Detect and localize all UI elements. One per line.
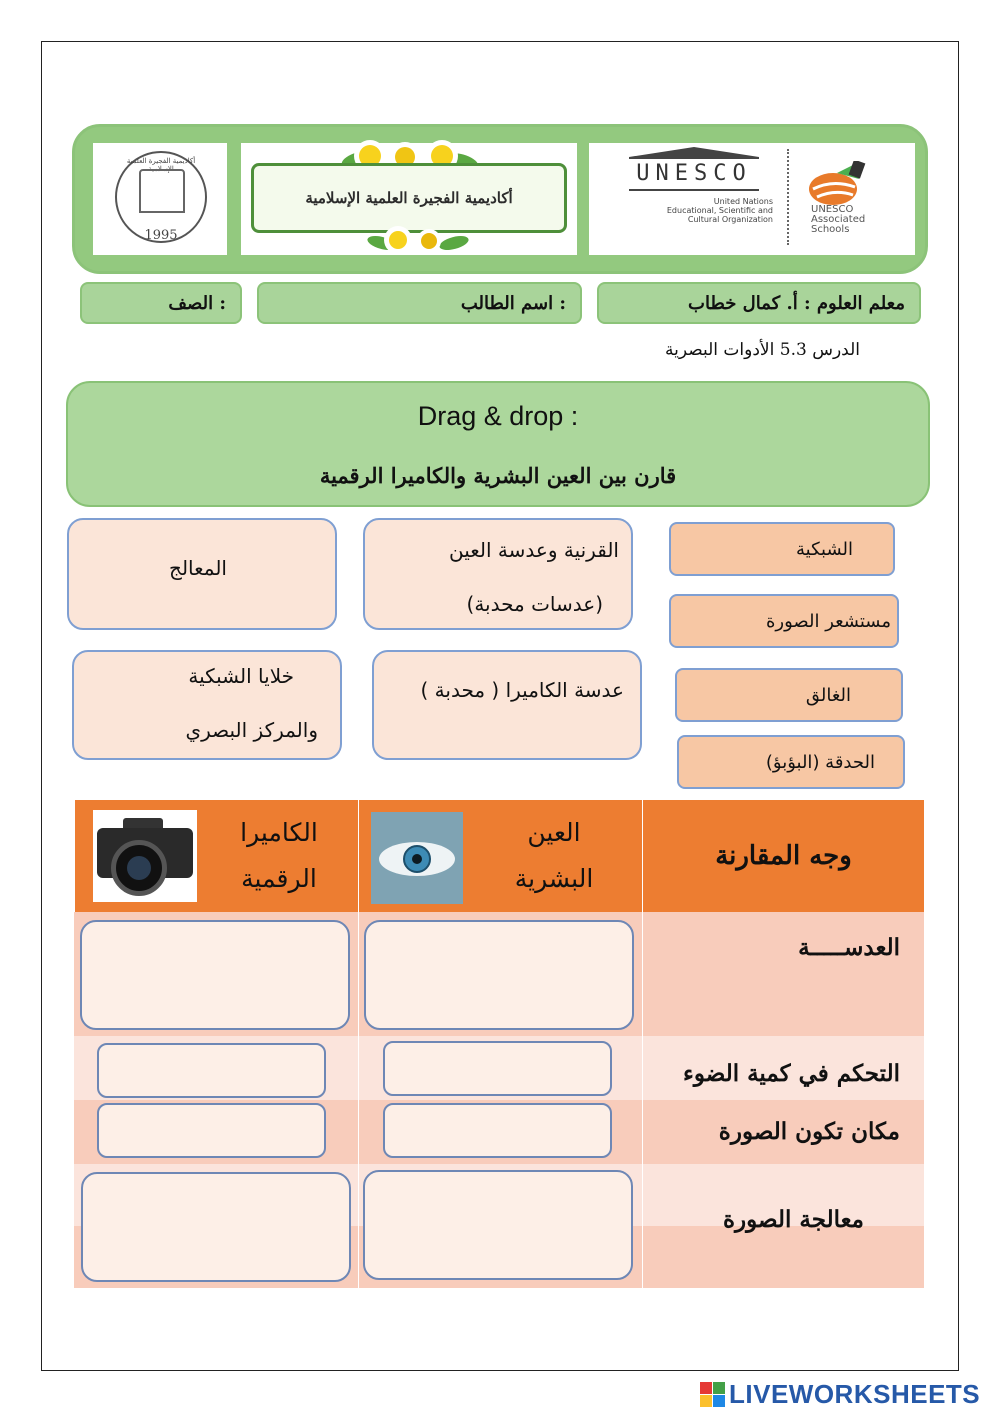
eye-header-label: العين البشرية — [514, 818, 594, 893]
word-card-shutter[interactable] — [675, 668, 903, 722]
aspect-header-label: وجه المقارنة — [715, 841, 852, 871]
row-label-image-location: مكان تكون الصورة — [718, 1118, 900, 1145]
drag-item-text: (عدسات محدبة) — [466, 592, 603, 616]
seal-year: 1995 — [144, 228, 178, 243]
leaf-icon — [438, 233, 470, 252]
student-name-label: اسم الطالب : — [460, 292, 566, 314]
temple-roof-icon — [629, 147, 759, 157]
instruction-box — [66, 381, 930, 507]
drop-slot-eye-processing[interactable] — [363, 1170, 633, 1280]
camera-icon — [93, 810, 197, 902]
mosque-icon — [139, 169, 185, 213]
brand-square — [700, 1395, 712, 1407]
row-label-lens: العدســـــة — [798, 934, 900, 961]
brand-square — [700, 1382, 712, 1394]
teacher-label: معلم العلوم : أ. كمال خطاب — [688, 292, 905, 314]
liveworksheets-logo — [700, 1380, 996, 1408]
word-card-text: مستشعر الصورة — [765, 610, 891, 632]
eye-icon — [371, 812, 463, 904]
unesco-schools-icon — [807, 161, 869, 207]
instruction-text: قارن بين العين البشرية والكاميرا الرقمية — [319, 463, 677, 488]
brand-square — [713, 1395, 725, 1407]
word-card-text: الشبكية — [796, 538, 853, 560]
drag-item-processor[interactable] — [67, 518, 337, 630]
unesco-word: UNESCO — [629, 157, 759, 191]
flower-icon — [421, 233, 437, 249]
seal-top-text: أكاديمية الفجيرة العلمية الإسلامية — [126, 157, 196, 173]
drag-item-camera-lens[interactable] — [372, 650, 642, 760]
un-organization-name: United Nations Educational, Scientific and Cultural Organization — [666, 197, 773, 224]
banner-plaque — [251, 163, 567, 233]
teacher-field — [597, 282, 921, 324]
brand-name: LIVEWORKSHEETS — [729, 1378, 981, 1409]
academy-seal-logo — [93, 143, 227, 255]
lesson-title: الدرس 5.3 الأدوات البصرية — [665, 340, 860, 360]
camera-column-header — [74, 800, 358, 912]
word-card-image-sensor[interactable] — [669, 594, 899, 648]
seal-ring — [115, 151, 207, 243]
eye-column-header — [358, 800, 642, 912]
drag-item-text: والمركز البصري — [185, 718, 318, 742]
word-card-text: الغالق — [805, 684, 851, 706]
camera-header-label: الكاميرا الرقمية — [240, 818, 318, 893]
word-card-text: الحدقة (البؤبؤ) — [765, 751, 875, 773]
row-label-image-processing: معالجة الصورة — [723, 1206, 864, 1233]
class-field[interactable] — [80, 282, 242, 324]
brand-squares-icon — [700, 1382, 725, 1407]
class-label: الصف : — [168, 292, 226, 314]
drop-slot-eye-lens[interactable] — [364, 920, 634, 1030]
drop-slot-camera-lens[interactable] — [80, 920, 350, 1030]
drag-item-retina-cells[interactable] — [72, 650, 342, 760]
drag-item-text: خلايا الشبكية — [188, 664, 294, 688]
comparison-table-header — [74, 800, 924, 912]
word-card-retina[interactable] — [669, 522, 895, 576]
unesco-schools-label: UNESCO Associated Schools — [811, 204, 866, 235]
drop-slot-eye-image-location[interactable] — [383, 1103, 612, 1158]
drop-slot-camera-processing[interactable] — [81, 1172, 351, 1282]
logo-divider — [787, 149, 789, 245]
banner-title: أكاديمية الفجيرة العلمية الإسلامية — [305, 189, 513, 207]
academy-name-banner — [241, 143, 577, 255]
brand-square — [713, 1382, 725, 1394]
drop-slot-camera-light[interactable] — [97, 1043, 326, 1098]
column-divider — [358, 912, 359, 1288]
drag-item-cornea-lens[interactable] — [363, 518, 633, 630]
row-label-light-control: التحكم في كمية الضوء — [683, 1060, 900, 1087]
flower-icon — [389, 231, 407, 249]
drag-item-text: عدسة الكاميرا ( محدبة ) — [420, 678, 624, 702]
student-name-field[interactable] — [257, 282, 582, 324]
drag-item-text: المعالج — [169, 556, 227, 580]
header-banner — [72, 124, 928, 274]
unesco-logo — [589, 143, 915, 255]
word-card-pupil[interactable] — [677, 735, 905, 789]
drop-slot-eye-light[interactable] — [383, 1041, 612, 1096]
drop-slot-camera-image-location[interactable] — [97, 1103, 326, 1158]
drag-item-text: القرنية وعدسة العين — [449, 538, 619, 562]
instruction-title: Drag & drop : — [417, 401, 579, 431]
aspect-column-header — [642, 800, 924, 912]
